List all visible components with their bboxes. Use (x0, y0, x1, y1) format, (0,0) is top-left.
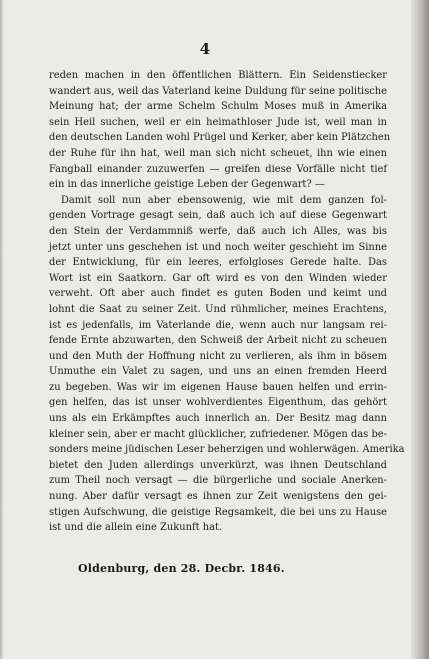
text-line: genden Vortrage gesagt sein, daß auch ich auf diese Gegenwart (49, 210, 387, 222)
text-line: der Entwicklung, für ein leeres, erfolgloses Gerede halte. Das (49, 257, 387, 269)
text-line: reden machen in den öffentlichen Blättern. Ein Seidenstiecker (49, 70, 387, 81)
dateline-signature: Oldenburg, den 28. Decbr. 1846. (78, 562, 285, 575)
body-text (49, 68, 405, 536)
text-line: zu begeben. Was wir im eigenen Hause bauen helfen und errin- (49, 381, 387, 393)
text-line: ist es jedenfalls, im Vaterlande die, wenn auch nur langsam rei- (49, 319, 387, 331)
text-line: den deutschen Landen wohl Prügel und Kerker, aber kein Plätzchen (49, 132, 391, 144)
text-line: gen helfen, das ist unser wohlverdientes Eigenthum, das gehört (49, 397, 387, 409)
text-line: Unmuthe ein Valet zu sagen, und uns an einen fremden Heerd (49, 366, 387, 378)
text-line: den Stein der Verdammniß werfe, daß auch ich Alles, was bis (49, 225, 387, 237)
text-line: Fangball einander zuzuwerfen — greifen diese Vorfälle nicht tief (49, 163, 387, 175)
text-line: bietet den Juden allerdings unverkürzt, was ihnen Deutschland (49, 459, 387, 471)
text-line: uns als ein Erkämpftes auch innerlich an. Der Besitz mag dann (49, 413, 387, 425)
text-line: jetzt unter uns geschehen ist und noch weiter geschieht im Sinne (49, 241, 387, 253)
text-line: kleiner sein, aber er macht glücklicher, zufriedener. Mögen das be- (49, 428, 387, 440)
text-line: zum Theil noch versagt — die bürgerliche und sociale Anerken- (49, 475, 387, 487)
text-line: ist und die allein eine Zukunft hat. (49, 522, 223, 534)
text-line: stigen Aufschwung, die geistige Regsamkeit, die bei uns zu Hause (49, 506, 387, 518)
text-line: wandert aus, weil das Vaterland keine Duldung für seine politische (49, 85, 387, 97)
text-line: sonders meine jüdischen Leser beherzigen und wohlerwägen. Amerika (49, 444, 405, 456)
text-line: sein Heil suchen, weil er ein heimathloser Jude ist, weil man in (49, 116, 387, 128)
text-line: fende Ernte abzuwarten, den Schweiß der Arbeit nicht zu scheuen (49, 335, 387, 347)
text-line: Meinung hat; der arme Schelm Schulm Moses muß in Amerika (49, 101, 387, 113)
text-line: Damit soll nun aber ebensowenig, wie mit dem ganzen fol- (61, 194, 387, 206)
book-spine-shadow (411, 0, 429, 659)
page-left-edge (0, 0, 4, 659)
text-line: verweht. Oft aber auch findet es guten Boden und keimt und (49, 288, 387, 300)
text-line: ein in das innerliche geistige Leben der Gegenwart? — (49, 179, 325, 191)
page-number: 4 (199, 40, 211, 58)
text-line: und den Muth der Hoffnung nicht zu verlieren, als ihm in bösem (49, 350, 387, 362)
text-line: nung. Aber dafür versagt es ihnen zur Zeit wenigstens den gei- (49, 491, 387, 503)
text-line: der Ruhe für ihn hat, weil man sich nicht scheuet, ihn wie einen (49, 147, 387, 159)
text-line: lohnt die Saat zu seiner Zeit. Und rühmlicher, meines Erachtens, (49, 303, 387, 315)
text-line: Wort ist ein Saatkorn. Gar oft wird es von den Winden wieder (49, 272, 387, 284)
